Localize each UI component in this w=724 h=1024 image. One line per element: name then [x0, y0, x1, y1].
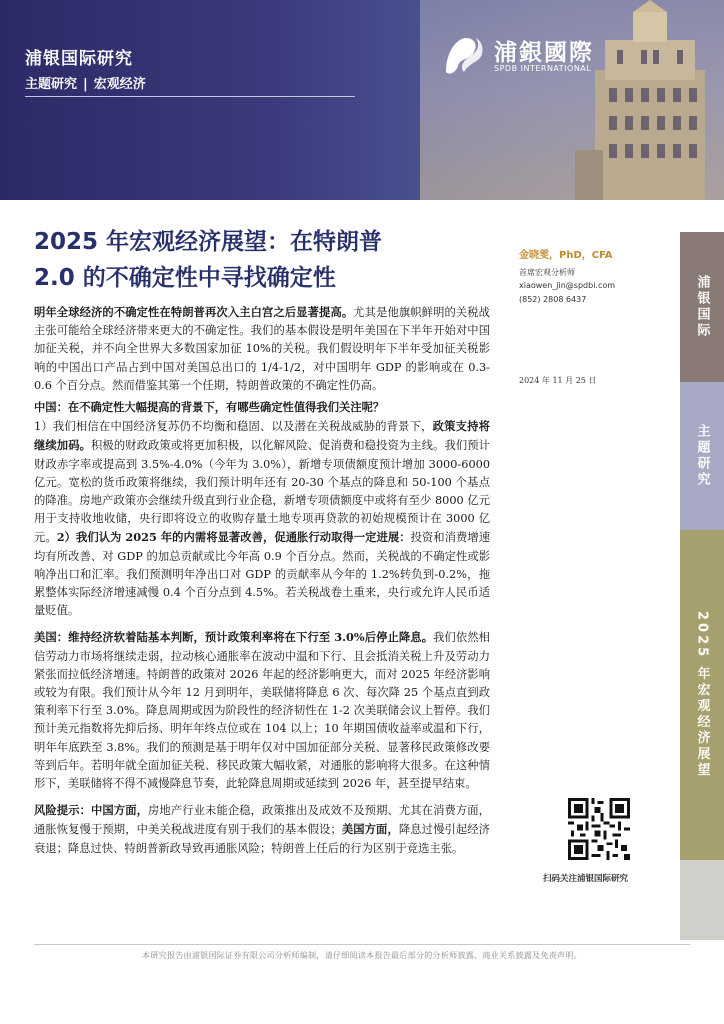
side-tab-report-type: [680, 382, 724, 530]
logo-english-name: SPDB INTERNATIONAL: [494, 64, 592, 73]
paragraph-lead: 明年全球经济的不确定性在特朗普再次入主白宫之后显著提高。: [34, 305, 354, 319]
series-separator: |: [83, 77, 88, 92]
paragraph-risks: [34, 801, 490, 858]
paragraph-text: 房地产行业未能企稳，政策推出及成效不及预期、尤其在消费方面，通胀恢复慢于预期，中美关税战进度有别于我们的基本假设；: [34, 804, 490, 837]
qr-code-icon[interactable]: [568, 798, 630, 860]
paragraph-text: 投资和消费增速均有所改善、对 GDP 的加总贡献或比今年高 0.9 个百分点。然而，关税战的不确定性或影响净出口和汇率。我们预测明年净出口对 GDP 的贡献率从今年的 1.2%转负到-0.2%，拖累整体实际经济增速减慢 0.4 个百分点到 4.5%。若关税战卷土重来，央行或允许人民币适量贬值。: [34, 531, 490, 618]
section-heading-china: 中国：在不确定性大幅提高的背景下，有哪些确定性值得我们关注呢？: [34, 400, 385, 415]
report-title: [34, 224, 494, 296]
logo-chinese-name: 浦銀國際: [494, 40, 594, 66]
side-tab-label: 主题研究: [694, 424, 710, 488]
series-topic: 宏观经济: [93, 77, 146, 92]
footer-divider: [34, 944, 690, 945]
side-tab-label: 2025 年宏观经济展望: [694, 611, 710, 779]
paragraph-emphasis: 2）我们认为 2025 年的内需将显著改善，促通胀行动取得一定进展：: [56, 530, 411, 545]
header-divider: [25, 96, 355, 97]
paragraph-text: 降息过慢引起经济衰退；降息过快、特朗普新政导致再通胀风险；特朗普上任后的行为区别于竞选主张。: [34, 823, 490, 855]
series-type: 主题研究: [25, 77, 78, 92]
side-tab-label: 浦银国际: [694, 275, 710, 339]
section-heading-us: 美国：维持经济软着陆基本判断，预计政策利率将在下行至 3.0%后停止降息。: [34, 630, 434, 645]
paragraph-text: 积极的财政政策或将更加积极，以化解风险、促消费和稳投资为主线。我们预计财政赤字率或提高到 3.5%-4.0%（今年为 3.0%），新增专项债额度预计增加 3000-6000 亿元。宽松的货币政策将继续，我们预计明年还有 20-30 个基点的降息和 50-100 个基点的降准。房地产政策亦会继续升级直到行业企稳，新增专项债额度中或将有至少 8000 亿元用于支持收地收储，央行即将设立的收购存量土地专项再贷款的初始规模预计在 3000 亿元。: [34, 439, 490, 545]
report-title-line-2: 2.0 的不确定性中寻找确定性: [34, 265, 336, 291]
section-heading-risks: 风险提示：中国方面，: [34, 803, 149, 818]
paragraph-text: 1）我们相信在中国经济复苏仍不均衡和稳固、以及潜在关税战威胁的背景下，: [34, 420, 433, 434]
report-date: 2024 年 11 月 25 日: [519, 376, 597, 385]
report-series: [25, 73, 146, 92]
side-tab-report-topic: [680, 530, 724, 860]
author-title: 首席宏观分析师: [519, 268, 575, 277]
header-banner: [0, 0, 724, 200]
author-phone: (852) 2808 6437: [519, 295, 587, 304]
paragraph-us: [34, 628, 490, 793]
report-title-line-1: 2025 年宏观经济展望：在特朗普: [34, 229, 383, 255]
brand-name: 浦银国际研究: [25, 49, 133, 69]
paragraph-text: 我们依然相信劳动力市场将继续走弱，拉动核心通胀率在波动中温和下行、且会抵消关税上升及劳动力紧张而拉低经济增速。特朗普的政策对 2026 年起的经济影响更大，而对 2025 年经济影响或较为有限。我们预计从今年 12 月到明年，美联储将降息 6 次、每次降 25 个基点直到政策利率下行至 3.0%。降息周期或因为阶段性的经济韧性在 1-2 次美联储会议上暂停。我们预计美元指数将先抑后扬、明年年终点位或在 104 以上；10 年期国债收益率或温和下行，明年年底跌至 3.8%。我们的预测是基于明年仅对中国加征部分关税、显著移民政策修改要等到后年。若明年就全面加征关税、移民政策大幅收紧，对通胀的影响将大很多。在这种情形下，美联储将不得不减慢降息节奏，此轮降息周期或延续到 2026 年，甚至提早结束。: [34, 631, 490, 791]
report-body: [34, 303, 490, 861]
paragraph-emphasis: 政策支持将继续加码。: [34, 419, 490, 453]
spdb-logo-icon: [440, 32, 486, 78]
author-name: 金晓雯，PhD，CFA: [519, 250, 613, 261]
side-tab-brand: [680, 232, 724, 382]
paragraph-text: 尤其是他旗帜鲜明的关税战主张可能给全球经济带来更大的不确定性。我们的基本假设是明年美国在下半年开始对中国加征关税，并不向全世界大多数国家加征 10%的关税。我们假设明年下半年受加征关税影响的中国出口产品占到中国对美国总出口的 1/4-1/2，对中国明年 GDP 的影响或在 0.3-0.6 个百分点。然而借鉴其第一个任期，特朗普政策的不确定性仍高。: [34, 306, 490, 392]
paragraph-global-outlook: [34, 303, 490, 395]
building-illustration: [575, 0, 724, 200]
paragraph-emphasis: 美国方面，: [341, 822, 399, 837]
paragraph-china: [34, 398, 490, 620]
author-email[interactable]: xiaowen_jin@spdbi.com: [519, 281, 616, 290]
side-tab-blank: [680, 860, 724, 940]
qr-caption: 扫码关注浦银国际研究: [543, 874, 629, 884]
footer-disclaimer: 本研究报告由浦银国际证券有限公司分析师编制，请仔细阅读本报告最后部分的分析师披露、商业关系披露及免责声明。: [142, 951, 582, 960]
